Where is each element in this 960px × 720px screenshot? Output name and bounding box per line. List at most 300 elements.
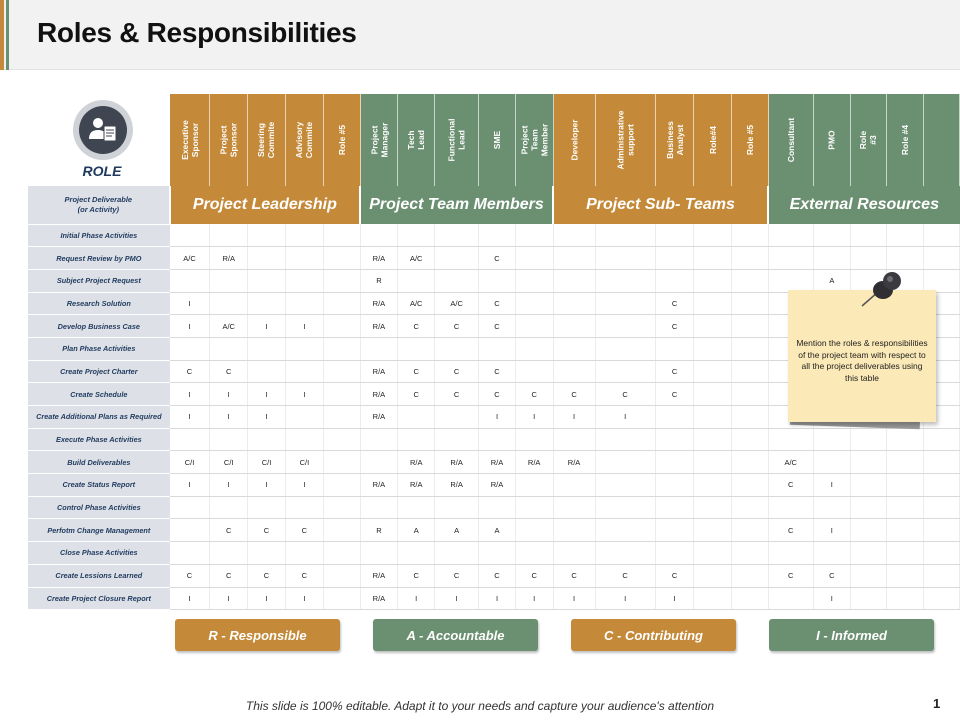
row-label: Create Status Report bbox=[28, 474, 170, 497]
table-cell: I bbox=[248, 383, 286, 406]
table-cell bbox=[694, 428, 731, 451]
table-cell bbox=[924, 519, 960, 542]
table-cell bbox=[360, 542, 398, 565]
table-cell: I bbox=[210, 383, 248, 406]
table-cell bbox=[731, 428, 768, 451]
table-cell bbox=[285, 542, 323, 565]
table-cell bbox=[694, 292, 731, 315]
table-cell bbox=[694, 496, 731, 519]
table-cell bbox=[553, 428, 595, 451]
column-header bbox=[170, 94, 210, 186]
table-cell bbox=[248, 496, 286, 519]
table-cell: C bbox=[398, 383, 435, 406]
legend-informed: I - Informed bbox=[769, 619, 934, 651]
table-cell bbox=[515, 224, 553, 247]
table-cell bbox=[398, 269, 435, 292]
table-row bbox=[28, 269, 960, 292]
table-cell bbox=[210, 292, 248, 315]
table-cell bbox=[595, 451, 655, 474]
table-cell bbox=[515, 542, 553, 565]
table-cell: A/C bbox=[435, 292, 479, 315]
table-cell bbox=[694, 542, 731, 565]
table-cell bbox=[285, 360, 323, 383]
table-cell bbox=[813, 247, 850, 270]
accent-stripe bbox=[0, 0, 4, 70]
table-cell bbox=[398, 496, 435, 519]
table-cell bbox=[435, 269, 479, 292]
table-cell: I bbox=[170, 474, 210, 497]
column-header bbox=[813, 94, 850, 186]
column-header bbox=[323, 94, 360, 186]
table-cell bbox=[731, 542, 768, 565]
table-cell: I bbox=[553, 587, 595, 610]
table-cell bbox=[248, 292, 286, 315]
table-cell bbox=[850, 428, 887, 451]
table-cell: R/A bbox=[360, 360, 398, 383]
column-header-label: Project Team Member bbox=[519, 123, 550, 157]
table-cell bbox=[170, 428, 210, 451]
table-cell bbox=[479, 428, 516, 451]
deliverable-header: Project Deliverable (or Activity) bbox=[28, 186, 170, 224]
table-cell bbox=[285, 292, 323, 315]
table-cell bbox=[553, 496, 595, 519]
table-cell bbox=[553, 519, 595, 542]
table-cell: R/A bbox=[360, 406, 398, 429]
table-cell: C bbox=[170, 360, 210, 383]
table-cell: I bbox=[248, 406, 286, 429]
table-cell bbox=[595, 428, 655, 451]
row-label: Request Review by PMO bbox=[28, 247, 170, 270]
column-header-label: Administrative support bbox=[615, 110, 636, 170]
table-cell bbox=[924, 428, 960, 451]
row-label: Create Project Closure Report bbox=[28, 587, 170, 610]
legend-responsible: R - Responsible bbox=[175, 619, 340, 651]
row-label: Create Lessions Learned bbox=[28, 564, 170, 587]
column-header-label: Functional Lead bbox=[446, 118, 467, 162]
table-cell: I bbox=[285, 315, 323, 338]
column-header-label: Steering Commite bbox=[256, 121, 277, 159]
table-cell bbox=[694, 269, 731, 292]
table-cell bbox=[479, 496, 516, 519]
table-row bbox=[28, 247, 960, 270]
table-cell bbox=[515, 315, 553, 338]
row-label: Execute Phase Activities bbox=[28, 428, 170, 451]
table-cell: I bbox=[435, 587, 479, 610]
table-cell: R/A bbox=[479, 474, 516, 497]
table-cell: I bbox=[515, 406, 553, 429]
table-cell bbox=[515, 428, 553, 451]
table-cell: C bbox=[595, 564, 655, 587]
column-header-label: Role #4 bbox=[900, 124, 911, 156]
table-cell bbox=[731, 451, 768, 474]
column-header bbox=[924, 94, 960, 186]
table-cell bbox=[768, 224, 813, 247]
table-cell bbox=[435, 247, 479, 270]
table-cell bbox=[887, 564, 924, 587]
row-label: Research Solution bbox=[28, 292, 170, 315]
table-cell bbox=[553, 269, 595, 292]
table-cell: C bbox=[435, 564, 479, 587]
accent-stripe bbox=[6, 0, 9, 70]
table-cell: C bbox=[479, 247, 516, 270]
table-cell bbox=[694, 587, 731, 610]
table-cell bbox=[850, 451, 887, 474]
column-header bbox=[515, 94, 553, 186]
table-cell: A bbox=[813, 269, 850, 292]
table-cell bbox=[595, 337, 655, 360]
table-cell: C bbox=[285, 564, 323, 587]
table-cell bbox=[595, 360, 655, 383]
table-cell: R bbox=[360, 269, 398, 292]
table-cell: R/A bbox=[398, 451, 435, 474]
table-cell: I bbox=[170, 587, 210, 610]
table-cell: C bbox=[248, 519, 286, 542]
table-cell: I bbox=[285, 383, 323, 406]
table-cell: C bbox=[813, 564, 850, 587]
table-cell: I bbox=[210, 587, 248, 610]
table-cell bbox=[285, 224, 323, 247]
table-cell bbox=[887, 542, 924, 565]
table-cell bbox=[731, 496, 768, 519]
table-cell bbox=[479, 337, 516, 360]
table-row bbox=[28, 519, 960, 542]
table-row bbox=[28, 474, 960, 497]
table-cell bbox=[479, 224, 516, 247]
push-pin-icon bbox=[858, 270, 908, 312]
row-label: Build Deliverables bbox=[28, 451, 170, 474]
table-cell: C bbox=[479, 315, 516, 338]
table-cell bbox=[731, 474, 768, 497]
column-header-label: Advisory Commite bbox=[294, 121, 315, 159]
table-cell bbox=[553, 247, 595, 270]
column-header bbox=[285, 94, 323, 186]
page-title: Roles & Responsibilities bbox=[37, 17, 357, 48]
table-cell bbox=[731, 337, 768, 360]
table-cell bbox=[655, 496, 694, 519]
table-cell: I bbox=[170, 315, 210, 338]
table-cell bbox=[170, 337, 210, 360]
column-header-label: PMO bbox=[826, 130, 837, 150]
table-cell bbox=[323, 406, 360, 429]
table-cell bbox=[850, 519, 887, 542]
table-cell bbox=[924, 247, 960, 270]
table-row bbox=[28, 587, 960, 610]
table-cell bbox=[398, 337, 435, 360]
table-cell bbox=[850, 224, 887, 247]
table-cell bbox=[595, 496, 655, 519]
table-cell bbox=[435, 428, 479, 451]
title-bar bbox=[0, 0, 960, 70]
table-cell bbox=[323, 519, 360, 542]
group-header: Project Team Members bbox=[360, 186, 553, 224]
table-cell bbox=[398, 428, 435, 451]
table-cell: C bbox=[655, 360, 694, 383]
table-cell bbox=[924, 587, 960, 610]
table-cell: C/I bbox=[285, 451, 323, 474]
table-cell: C bbox=[655, 564, 694, 587]
row-label: Create Project Charter bbox=[28, 360, 170, 383]
table-cell bbox=[170, 496, 210, 519]
table-cell: C bbox=[768, 564, 813, 587]
table-cell bbox=[595, 542, 655, 565]
table-cell bbox=[887, 519, 924, 542]
table-cell bbox=[515, 360, 553, 383]
table-cell bbox=[323, 428, 360, 451]
table-cell bbox=[731, 224, 768, 247]
table-cell bbox=[210, 269, 248, 292]
table-row bbox=[28, 451, 960, 474]
table-cell bbox=[323, 224, 360, 247]
column-header-label: Consultant bbox=[785, 117, 796, 163]
table-row bbox=[28, 428, 960, 451]
table-cell bbox=[850, 474, 887, 497]
table-cell bbox=[170, 542, 210, 565]
table-cell: A bbox=[398, 519, 435, 542]
table-cell bbox=[655, 337, 694, 360]
column-header-label: Role#4 bbox=[707, 126, 718, 154]
legend-accountable: A - Accountable bbox=[373, 619, 538, 651]
table-cell bbox=[398, 542, 435, 565]
table-cell bbox=[694, 360, 731, 383]
table-cell bbox=[323, 474, 360, 497]
table-cell bbox=[360, 224, 398, 247]
table-cell: C bbox=[655, 315, 694, 338]
table-cell bbox=[248, 428, 286, 451]
table-cell bbox=[285, 428, 323, 451]
table-cell: R/A bbox=[360, 383, 398, 406]
table-cell: I bbox=[170, 383, 210, 406]
table-cell bbox=[813, 496, 850, 519]
table-cell: I bbox=[553, 406, 595, 429]
table-cell bbox=[360, 451, 398, 474]
table-cell: I bbox=[210, 406, 248, 429]
column-header-label: Tech Lead bbox=[406, 130, 427, 150]
table-cell: A bbox=[435, 519, 479, 542]
table-cell bbox=[887, 428, 924, 451]
row-label: Create Additional Plans as Required bbox=[28, 406, 170, 429]
table-cell bbox=[655, 542, 694, 565]
table-cell: I bbox=[515, 587, 553, 610]
table-cell bbox=[768, 542, 813, 565]
column-header bbox=[553, 94, 595, 186]
table-cell bbox=[323, 496, 360, 519]
column-header bbox=[887, 94, 924, 186]
table-cell bbox=[323, 360, 360, 383]
row-label: Subject Project Request bbox=[28, 269, 170, 292]
table-cell bbox=[924, 224, 960, 247]
table-cell: A/C bbox=[398, 292, 435, 315]
table-cell bbox=[731, 292, 768, 315]
table-row bbox=[28, 564, 960, 587]
column-header-label: Role #5 bbox=[336, 124, 347, 156]
table-cell: R/A bbox=[360, 564, 398, 587]
table-cell bbox=[515, 474, 553, 497]
column-header-label: Developer bbox=[569, 119, 580, 161]
table-cell bbox=[285, 269, 323, 292]
column-header bbox=[768, 94, 813, 186]
row-label: Control Phase Activities bbox=[28, 496, 170, 519]
table-cell: A/C bbox=[398, 247, 435, 270]
table-cell bbox=[170, 519, 210, 542]
table-cell: I bbox=[479, 587, 516, 610]
table-cell bbox=[323, 542, 360, 565]
table-cell bbox=[655, 406, 694, 429]
table-cell: C bbox=[435, 383, 479, 406]
table-cell bbox=[323, 269, 360, 292]
table-cell bbox=[285, 247, 323, 270]
table-cell: C bbox=[170, 564, 210, 587]
table-cell bbox=[694, 315, 731, 338]
page-number: 1 bbox=[933, 696, 941, 711]
table-cell: I bbox=[248, 474, 286, 497]
table-cell bbox=[515, 337, 553, 360]
column-header-label: Project Manager bbox=[368, 122, 389, 158]
table-cell bbox=[595, 474, 655, 497]
table-cell bbox=[515, 247, 553, 270]
table-cell: C bbox=[655, 383, 694, 406]
table-cell bbox=[813, 451, 850, 474]
table-cell bbox=[595, 269, 655, 292]
table-cell: I bbox=[655, 587, 694, 610]
table-cell: I bbox=[248, 587, 286, 610]
column-header-label: Executive Sponsor bbox=[179, 120, 200, 160]
table-cell bbox=[248, 224, 286, 247]
table-cell bbox=[694, 337, 731, 360]
table-cell: C bbox=[398, 564, 435, 587]
table-cell bbox=[694, 451, 731, 474]
table-cell bbox=[323, 315, 360, 338]
group-header: Project Sub- Teams bbox=[553, 186, 768, 224]
table-cell bbox=[210, 337, 248, 360]
table-cell: R bbox=[360, 519, 398, 542]
table-cell bbox=[553, 315, 595, 338]
table-cell: I bbox=[813, 474, 850, 497]
table-cell bbox=[285, 496, 323, 519]
column-header bbox=[210, 94, 248, 186]
table-cell bbox=[595, 224, 655, 247]
table-cell bbox=[595, 247, 655, 270]
table-cell bbox=[887, 451, 924, 474]
column-header bbox=[694, 94, 731, 186]
table-cell bbox=[248, 269, 286, 292]
table-cell bbox=[887, 474, 924, 497]
table-cell: C bbox=[398, 360, 435, 383]
table-cell bbox=[655, 451, 694, 474]
table-cell: C bbox=[479, 292, 516, 315]
table-cell bbox=[360, 496, 398, 519]
table-cell: C bbox=[398, 315, 435, 338]
table-cell: R/A bbox=[360, 315, 398, 338]
table-cell bbox=[655, 428, 694, 451]
table-cell bbox=[694, 519, 731, 542]
table-cell: R/A bbox=[553, 451, 595, 474]
table-cell: R/A bbox=[435, 451, 479, 474]
table-cell bbox=[553, 224, 595, 247]
table-cell: C bbox=[515, 383, 553, 406]
table-cell bbox=[887, 587, 924, 610]
table-cell bbox=[768, 428, 813, 451]
table-cell bbox=[694, 474, 731, 497]
table-cell bbox=[398, 406, 435, 429]
table-cell bbox=[924, 474, 960, 497]
table-cell bbox=[515, 292, 553, 315]
table-cell bbox=[924, 564, 960, 587]
table-cell bbox=[323, 451, 360, 474]
table-cell bbox=[813, 224, 850, 247]
table-row bbox=[28, 496, 960, 519]
table-cell bbox=[553, 542, 595, 565]
table-cell bbox=[655, 224, 694, 247]
table-cell: I bbox=[210, 474, 248, 497]
table-cell: I bbox=[285, 587, 323, 610]
table-cell: I bbox=[813, 587, 850, 610]
table-cell bbox=[694, 564, 731, 587]
table-cell bbox=[435, 224, 479, 247]
table-cell bbox=[479, 269, 516, 292]
row-label: Plan Phase Activities bbox=[28, 337, 170, 360]
table-cell bbox=[655, 247, 694, 270]
table-cell bbox=[694, 224, 731, 247]
column-header bbox=[595, 94, 655, 186]
table-cell: I bbox=[595, 587, 655, 610]
row-label: Close Phase Activities bbox=[28, 542, 170, 565]
table-cell bbox=[515, 269, 553, 292]
column-header-label: Role #3 bbox=[858, 130, 879, 150]
row-label: Create Schedule bbox=[28, 383, 170, 406]
table-cell: R/A bbox=[360, 247, 398, 270]
table-cell bbox=[655, 474, 694, 497]
table-cell: R/A bbox=[515, 451, 553, 474]
table-cell: R/A bbox=[398, 474, 435, 497]
table-cell bbox=[768, 496, 813, 519]
table-cell: C bbox=[210, 564, 248, 587]
table-cell: R/A bbox=[479, 451, 516, 474]
table-cell: A/C bbox=[768, 451, 813, 474]
table-cell bbox=[924, 451, 960, 474]
table-cell bbox=[553, 292, 595, 315]
group-header: Project Leadership bbox=[170, 186, 360, 224]
table-cell bbox=[323, 564, 360, 587]
table-cell bbox=[210, 542, 248, 565]
table-cell: C bbox=[479, 383, 516, 406]
table-cell: R/A bbox=[360, 587, 398, 610]
row-label: Perfotm Change Management bbox=[28, 519, 170, 542]
table-cell: I bbox=[170, 406, 210, 429]
table-cell bbox=[248, 360, 286, 383]
column-header-label: SME bbox=[491, 130, 502, 150]
table-cell: R/A bbox=[360, 292, 398, 315]
table-cell bbox=[924, 542, 960, 565]
table-cell bbox=[887, 496, 924, 519]
table-cell bbox=[731, 360, 768, 383]
table-cell bbox=[694, 406, 731, 429]
column-header-label: Role #5 bbox=[744, 124, 755, 156]
table-cell bbox=[850, 564, 887, 587]
table-cell bbox=[694, 383, 731, 406]
column-header bbox=[731, 94, 768, 186]
column-header-label: Business Analyst bbox=[664, 121, 685, 159]
table-cell: I bbox=[595, 406, 655, 429]
table-cell bbox=[285, 337, 323, 360]
table-cell bbox=[515, 519, 553, 542]
table-cell bbox=[435, 496, 479, 519]
table-cell: C bbox=[479, 360, 516, 383]
table-cell bbox=[655, 269, 694, 292]
table-cell bbox=[768, 269, 813, 292]
table-cell: C bbox=[553, 383, 595, 406]
table-row bbox=[28, 224, 960, 247]
table-cell bbox=[731, 564, 768, 587]
